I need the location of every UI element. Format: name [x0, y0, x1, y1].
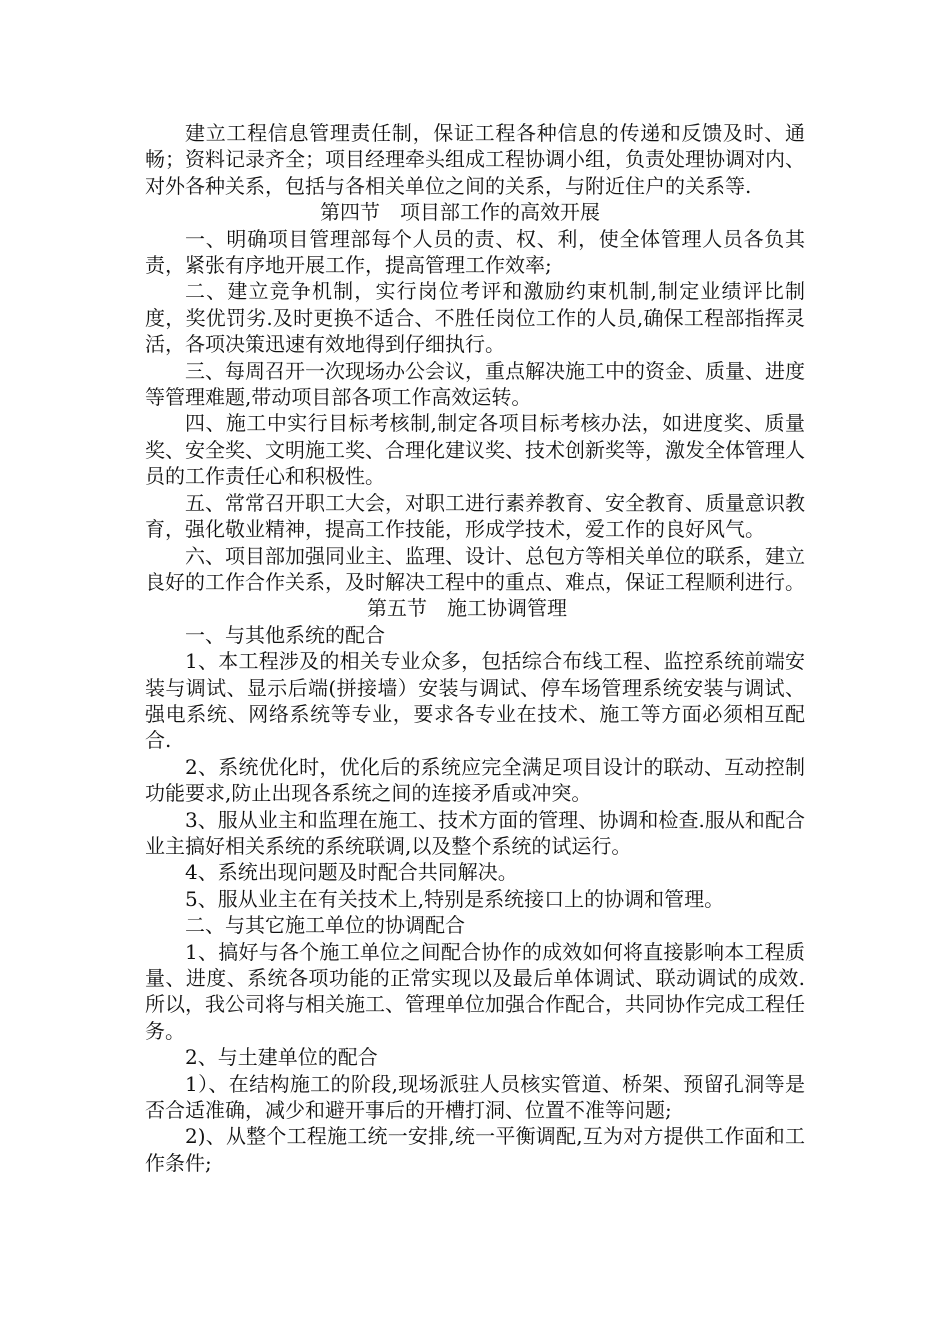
paragraph-item-3: 三、每周召开一次现场办公会议，重点解决施工中的资金、质量、进度等管理难题,带动项目部各项工作高效运转。	[145, 358, 805, 410]
paragraph-civil-1: 1）、在结构施工的阶段,现场派驻人员核实管道、桥架、预留孔洞等是否合适准确，减少和避开事后的开槽打洞、位置不准等问题;	[145, 1071, 805, 1123]
paragraph-system-1: 1、本工程涉及的相关专业众多，包括综合布线工程、监控系统前端安装与调试、显示后端(拼接墙）安装与调试、停车场管理系统安装与调试、强电系统、网络系统等专业，要求各专业在技术、施工等方面必须相互配合.	[145, 649, 805, 753]
paragraph-system-2: 2、系统优化时，优化后的系统应完全满足项目设计的联动、互动控制功能要求,防止出现各系统之间的连接矛盾或冲突。	[145, 754, 805, 806]
document-body	[145, 120, 805, 1176]
paragraph-item-2: 二、建立竞争机制，实行岗位考评和激励约束机制,制定业绩评比制度，奖优罚劣.及时更换不适合、不胜任岗位工作的人员,确保工程部指挥灵活，各项决策迅速有效地得到仔细执行。	[145, 279, 805, 357]
section-heading-5: 第五节 施工协调管理	[367, 596, 567, 621]
paragraph-item-1: 一、明确项目管理部每个人员的责、权、利，使全体管理人员各负其责，紧张有序地开展工作，提高管理工作效率;	[145, 226, 805, 278]
subheading-other-units: 二、与其它施工单位的协调配合	[185, 913, 465, 938]
subheading-other-systems: 一、与其他系统的配合	[185, 622, 385, 647]
paragraph-unit-1: 1、搞好与各个施工单位之间配合协作的成效如何将直接影响本工程质量、进度、系统各项功能的正常实现以及最后单体调试、联动调试的成效.所以，我公司将与相关施工、管理单位加强合作配合，共同协作完成工程任务。	[145, 939, 805, 1043]
subheading-civil-works: 2、与土建单位的配合	[185, 1045, 378, 1070]
paragraph-civil-2: 2)、从整个工程施工统一安排,统一平衡调配,互为对方提供工作面和工作条件;	[145, 1124, 805, 1175]
paragraph-system-4: 4、系统出现问题及时配合共同解决。	[185, 860, 518, 885]
paragraph-system-3: 3、服从业主和监理在施工、技术方面的管理、协调和检查.服从和配合业主搞好相关系统的系统联调,以及整个系统的试运行。	[145, 807, 805, 858]
section-heading-4: 第四节 项目部工作的高效开展	[320, 200, 600, 225]
paragraph-system-5: 5、服从业主在有关技术上,特别是系统接口上的协调和管理。	[185, 886, 725, 911]
paragraph-item-5: 五、常常召开职工大会，对职工进行素养教育、安全教育、质量意识教育，强化敬业精神，提高工作技能，形成学技术，爱工作的良好风气。	[145, 490, 805, 542]
paragraph-item-6: 六、项目部加强同业主、监理、设计、总包方等相关单位的联系，建立良好的工作合作关系，及时解决工程中的重点、难点，保证工程顺利进行。	[145, 543, 805, 594]
paragraph-item-4: 四、施工中实行目标考核制,制定各项目标考核办法，如进度奖、质量奖、安全奖、文明施工奖、合理化建议奖、技术创新奖等，激发全体管理人员的工作责任心和积极性。	[145, 411, 805, 489]
paragraph-info-management: 建立工程信息管理责任制，保证工程各种信息的传递和反馈及时、通畅；资料记录齐全；项目经理牵头组成工程协调小组，负责处理协调对内、对外各种关系，包括与各相关单位之间的关系，与附近住户的关系等.	[145, 121, 805, 198]
